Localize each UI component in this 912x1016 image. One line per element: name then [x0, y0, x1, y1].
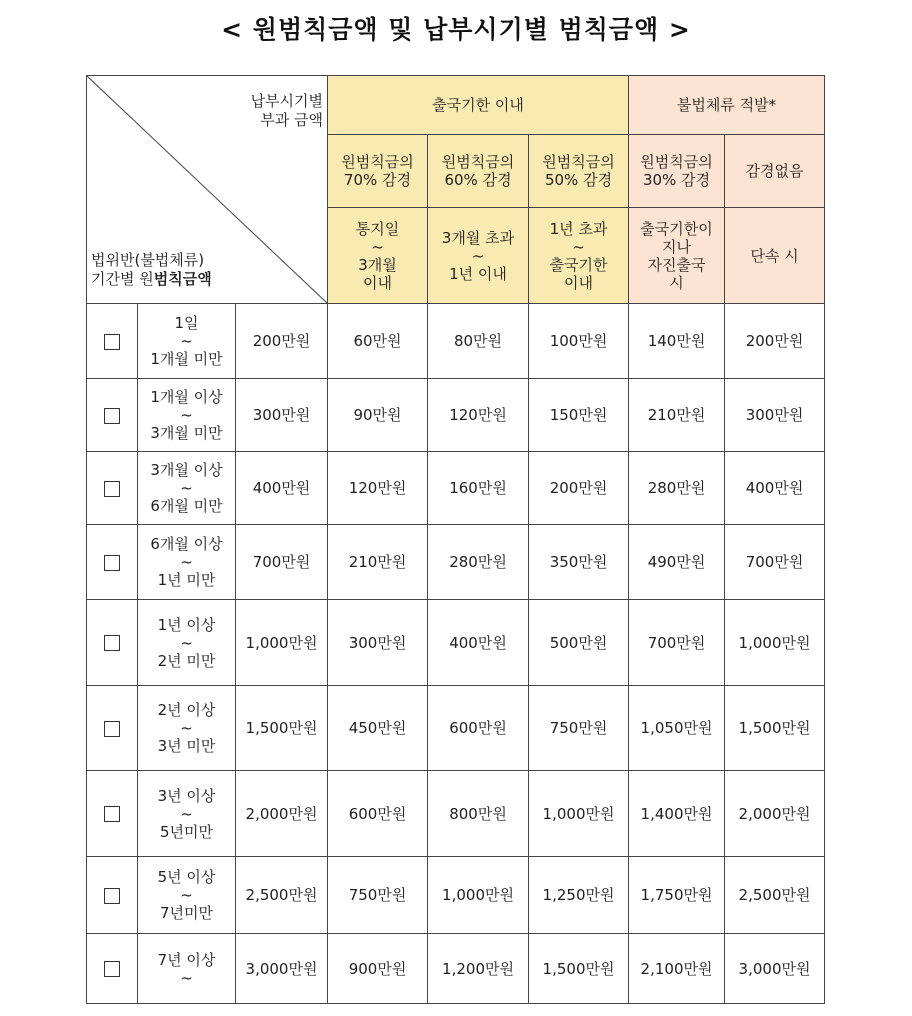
fine-value-cell: 300만원: [328, 600, 428, 686]
table-row: [87, 304, 825, 379]
reduction-header-3: 원범칙금의 50% 감경: [529, 135, 629, 208]
header-violation-label: 법위반(불법체류): [91, 251, 205, 269]
period-cell: 1년 이상 ~ 2년 미만: [138, 600, 236, 686]
checkbox-cell: [87, 771, 138, 857]
fine-table: [86, 75, 825, 1004]
checkbox[interactable]: [104, 408, 120, 424]
page-title: < 원범칙금액 및 납부시기별 범칙금액 >: [221, 15, 691, 44]
base-fine-cell: 300만원: [236, 379, 328, 452]
base-fine-cell: 2,500만원: [236, 857, 328, 934]
checkbox-cell: [87, 452, 138, 525]
fine-value-cell: 600만원: [428, 686, 529, 771]
checkbox-cell: [87, 304, 138, 379]
period-cell: 7년 이상 ~: [138, 934, 236, 1004]
base-fine-cell: 1,000만원: [236, 600, 328, 686]
table-row: [87, 934, 825, 1004]
checkbox[interactable]: [104, 721, 120, 737]
fine-value-cell: 120만원: [328, 452, 428, 525]
fine-value-cell: 700만원: [725, 525, 825, 600]
fine-value-cell: 1,500만원: [725, 686, 825, 771]
table-row: [87, 525, 825, 600]
fine-value-cell: 1,050만원: [629, 686, 725, 771]
fine-value-cell: 280만원: [629, 452, 725, 525]
fine-value-cell: 210만원: [629, 379, 725, 452]
fine-value-cell: 140만원: [629, 304, 725, 379]
fine-value-cell: 100만원: [529, 304, 629, 379]
table-row: [87, 686, 825, 771]
period-cell: 1개월 이상 ~ 3개월 미만: [138, 379, 236, 452]
fine-value-cell: 200만원: [529, 452, 629, 525]
fine-value-cell: 1,500만원: [529, 934, 629, 1004]
reduction-header-2: 원범칙금의 60% 감경: [428, 135, 529, 208]
fine-value-cell: 750만원: [529, 686, 629, 771]
checkbox-cell: [87, 600, 138, 686]
fine-value-cell: 1,750만원: [629, 857, 725, 934]
header-base-fine-label: 범칙금액: [153, 270, 212, 288]
fine-value-cell: 1,000만원: [529, 771, 629, 857]
checkbox-cell: [87, 379, 138, 452]
fine-value-cell: 600만원: [328, 771, 428, 857]
fine-value-cell: 400만원: [428, 600, 529, 686]
period-cell: 3개월 이상 ~ 6개월 미만: [138, 452, 236, 525]
group-header-caught: 불법체류 적발*: [629, 76, 825, 135]
fine-value-cell: 2,500만원: [725, 857, 825, 934]
fine-value-cell: 450만원: [328, 686, 428, 771]
diagonal-header-cell: [87, 76, 328, 304]
fine-value-cell: 280만원: [428, 525, 529, 600]
group-header-before-deadline: 출국기한 이내: [328, 76, 629, 135]
fine-value-cell: 490만원: [629, 525, 725, 600]
reduction-header-1: 원범칙금의 70% 감경: [328, 135, 428, 208]
fine-value-cell: 200만원: [725, 304, 825, 379]
fine-value-cell: 500만원: [529, 600, 629, 686]
timing-header-2: 3개월 초과 ~ 1년 이내: [428, 208, 529, 304]
period-cell: 2년 이상 ~ 3년 미만: [138, 686, 236, 771]
period-cell: 1일 ~ 1개월 미만: [138, 304, 236, 379]
period-cell: 5년 이상 ~ 7년미만: [138, 857, 236, 934]
table-row: [87, 857, 825, 934]
fine-value-cell: 60만원: [328, 304, 428, 379]
timing-header-5: 단속 시: [725, 208, 825, 304]
base-fine-cell: 3,000만원: [236, 934, 328, 1004]
fine-value-cell: 120만원: [428, 379, 529, 452]
timing-header-3: 1년 초과 ~ 출국기한 이내: [529, 208, 629, 304]
fine-value-cell: 350만원: [529, 525, 629, 600]
fine-value-cell: 800만원: [428, 771, 529, 857]
checkbox[interactable]: [104, 555, 120, 571]
fine-value-cell: 300만원: [725, 379, 825, 452]
fine-value-cell: 2,100만원: [629, 934, 725, 1004]
checkbox[interactable]: [104, 334, 120, 350]
checkbox-cell: [87, 686, 138, 771]
base-fine-cell: 1,500만원: [236, 686, 328, 771]
fine-value-cell: 80만원: [428, 304, 529, 379]
fine-value-cell: 2,000만원: [725, 771, 825, 857]
fine-value-cell: 750만원: [328, 857, 428, 934]
fine-value-cell: 1,250만원: [529, 857, 629, 934]
fine-value-cell: 90만원: [328, 379, 428, 452]
base-fine-cell: 2,000만원: [236, 771, 328, 857]
table-row: [87, 771, 825, 857]
checkbox[interactable]: [104, 481, 120, 497]
fine-value-cell: 1,400만원: [629, 771, 725, 857]
fine-value-cell: 1,000만원: [428, 857, 529, 934]
checkbox-cell: [87, 934, 138, 1004]
fine-value-cell: 150만원: [529, 379, 629, 452]
table-row: [87, 379, 825, 452]
reduction-header-5: 감경없음: [725, 135, 825, 208]
fine-value-cell: 160만원: [428, 452, 529, 525]
base-fine-cell: 400만원: [236, 452, 328, 525]
fine-value-cell: 210만원: [328, 525, 428, 600]
fine-value-cell: 900만원: [328, 934, 428, 1004]
base-fine-cell: 700만원: [236, 525, 328, 600]
header-payment-timing-label: 납부시기별 부과 금액: [250, 92, 324, 129]
timing-header-1: 통지일 ~ 3개월 이내: [328, 208, 428, 304]
checkbox-cell: [87, 525, 138, 600]
table-row: [87, 600, 825, 686]
checkbox[interactable]: [104, 635, 120, 651]
fine-value-cell: 400만원: [725, 452, 825, 525]
checkbox[interactable]: [104, 806, 120, 822]
period-cell: 6개월 이상 ~ 1년 미만: [138, 525, 236, 600]
period-cell: 3년 이상 ~ 5년미만: [138, 771, 236, 857]
fine-value-cell: 700만원: [629, 600, 725, 686]
table-row: [87, 452, 825, 525]
fine-value-cell: 1,000만원: [725, 600, 825, 686]
fine-value-cell: 1,200만원: [428, 934, 529, 1004]
timing-header-4: 출국기한이 지나 자진출국 시: [629, 208, 725, 304]
fine-value-cell: 3,000만원: [725, 934, 825, 1004]
checkbox-cell: [87, 857, 138, 934]
checkbox[interactable]: [104, 888, 120, 904]
header-period-label: 기간별 원: [91, 270, 154, 288]
base-fine-cell: 200만원: [236, 304, 328, 379]
reduction-header-4: 원범칙금의 30% 감경: [629, 135, 725, 208]
checkbox[interactable]: [104, 961, 120, 977]
